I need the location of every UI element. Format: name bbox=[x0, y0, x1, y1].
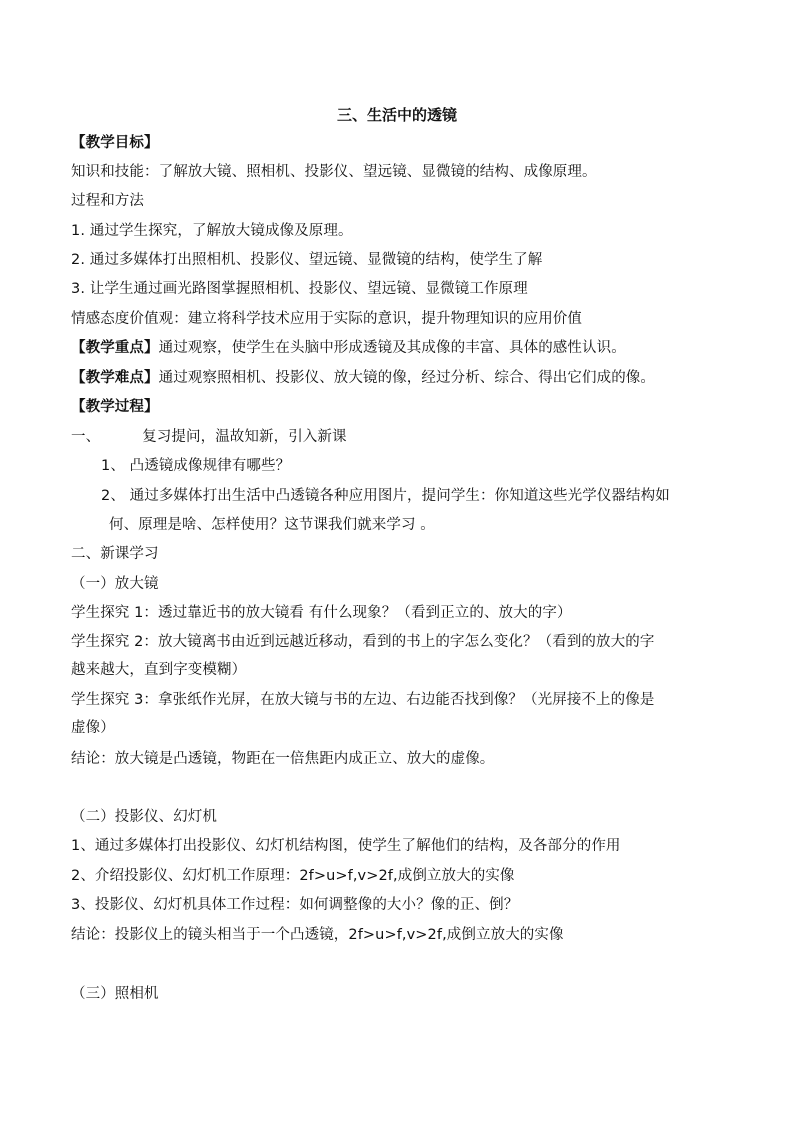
projector-item-2: 2、介绍投影仪、幻灯机工作原理：2f>u>f,v>2f,成倒立放大的实像 bbox=[71, 868, 515, 884]
magnifier-conclusion: 结论：放大镜是凸透镜，物距在一倍焦距内成正立、放大的虚像。 bbox=[71, 751, 495, 767]
difficulty-text: 通过观察照相机、投影仪、放大镜的像，经过分析、综合、得出它们成的像。 bbox=[158, 370, 656, 386]
key-point-text: 通过观察，使学生在头脑中形成透镜及其成像的丰富、具体的感性认识。 bbox=[158, 340, 626, 356]
objective-values: 情感态度价值观：建立将科学技术应用于实际的意识，提升物理知识的应用价值 bbox=[71, 311, 582, 327]
projector-item-3: 3、投影仪、幻灯机具体工作过程：如何调整像的大小？像的正、倒？ bbox=[71, 897, 519, 913]
projector-conclusion: 结论：投影仪上的镜头相当于一个凸透镜，2f>u>f,v>2f,成倒立放大的实像 bbox=[71, 927, 564, 943]
part1-number: 一、 bbox=[71, 429, 101, 445]
process-heading: 【教学过程】 bbox=[71, 399, 159, 415]
magnifier-inquiry-1: 学生探究 1：透过靠近书的放大镜看 有什么现象？（看到正立的、放大的字） bbox=[71, 605, 572, 621]
review-question-2-line-2: 何、原理是啥、怎样使用？这节课我们就来学习 。 bbox=[109, 517, 435, 533]
difficulty bbox=[71, 368, 731, 388]
review-question-2-line-1: 2、 通过多媒体打出生活中凸透镜各种应用图片，提问学生：你知道这些光学仪器结构如 bbox=[101, 488, 670, 504]
magnifier-inquiry-2-line-2: 越来越大，直到字变模糊） bbox=[71, 662, 247, 678]
projector-item-1: 1、通过多媒体打出投影仪、幻灯机结构图，使学生了解他们的结构，及各部分的作用 bbox=[71, 838, 621, 854]
objective-process-item-1: 1. 通过学生探究，了解放大镜成像及原理。 bbox=[71, 223, 353, 239]
part1-title: 复习提问，温故知新，引入新课 bbox=[142, 429, 347, 445]
objective-process-item-3: 3. 让学生通过画光路图掌握照相机、投影仪、望远镜、显微镜工作原理 bbox=[71, 281, 528, 297]
difficulty-label: 【教学难点】 bbox=[71, 370, 159, 386]
camera-heading: （三）照相机 bbox=[71, 986, 159, 1002]
key-point-label: 【教学重点】 bbox=[71, 340, 159, 356]
objective-knowledge: 知识和技能：了解放大镜、照相机、投影仪、望远镜、显微镜的结构、成像原理。 bbox=[71, 164, 597, 180]
magnifier-heading: （一）放大镜 bbox=[71, 576, 159, 592]
review-question-1: 1、 凸透镜成像规律有哪些？ bbox=[101, 458, 291, 474]
objectives-heading: 【教学目标】 bbox=[71, 135, 159, 151]
objective-process-heading: 过程和方法 bbox=[71, 193, 144, 209]
part2-heading: 二、新课学习 bbox=[71, 546, 159, 562]
part1-heading bbox=[71, 427, 731, 447]
magnifier-inquiry-3-line-1: 学生探究 3：拿张纸作光屏，在放大镜与书的左边、右边能否找到像？（光屏接不上的像是 bbox=[71, 692, 655, 708]
key-point bbox=[71, 338, 731, 358]
magnifier-inquiry-2-line-1: 学生探究 2：放大镜离书由近到远越近移动，看到的书上的字怎么变化？（看到的放大的字 bbox=[71, 634, 655, 650]
magnifier-inquiry-3-line-2: 虚像） bbox=[71, 720, 115, 736]
page-title: 三、生活中的透镜 bbox=[336, 106, 457, 124]
objective-process-item-2: 2. 通过多媒体打出照相机、投影仪、望远镜、显微镜的结构，使学生了解 bbox=[71, 252, 543, 268]
projector-heading: （二）投影仪、幻灯机 bbox=[71, 809, 217, 825]
